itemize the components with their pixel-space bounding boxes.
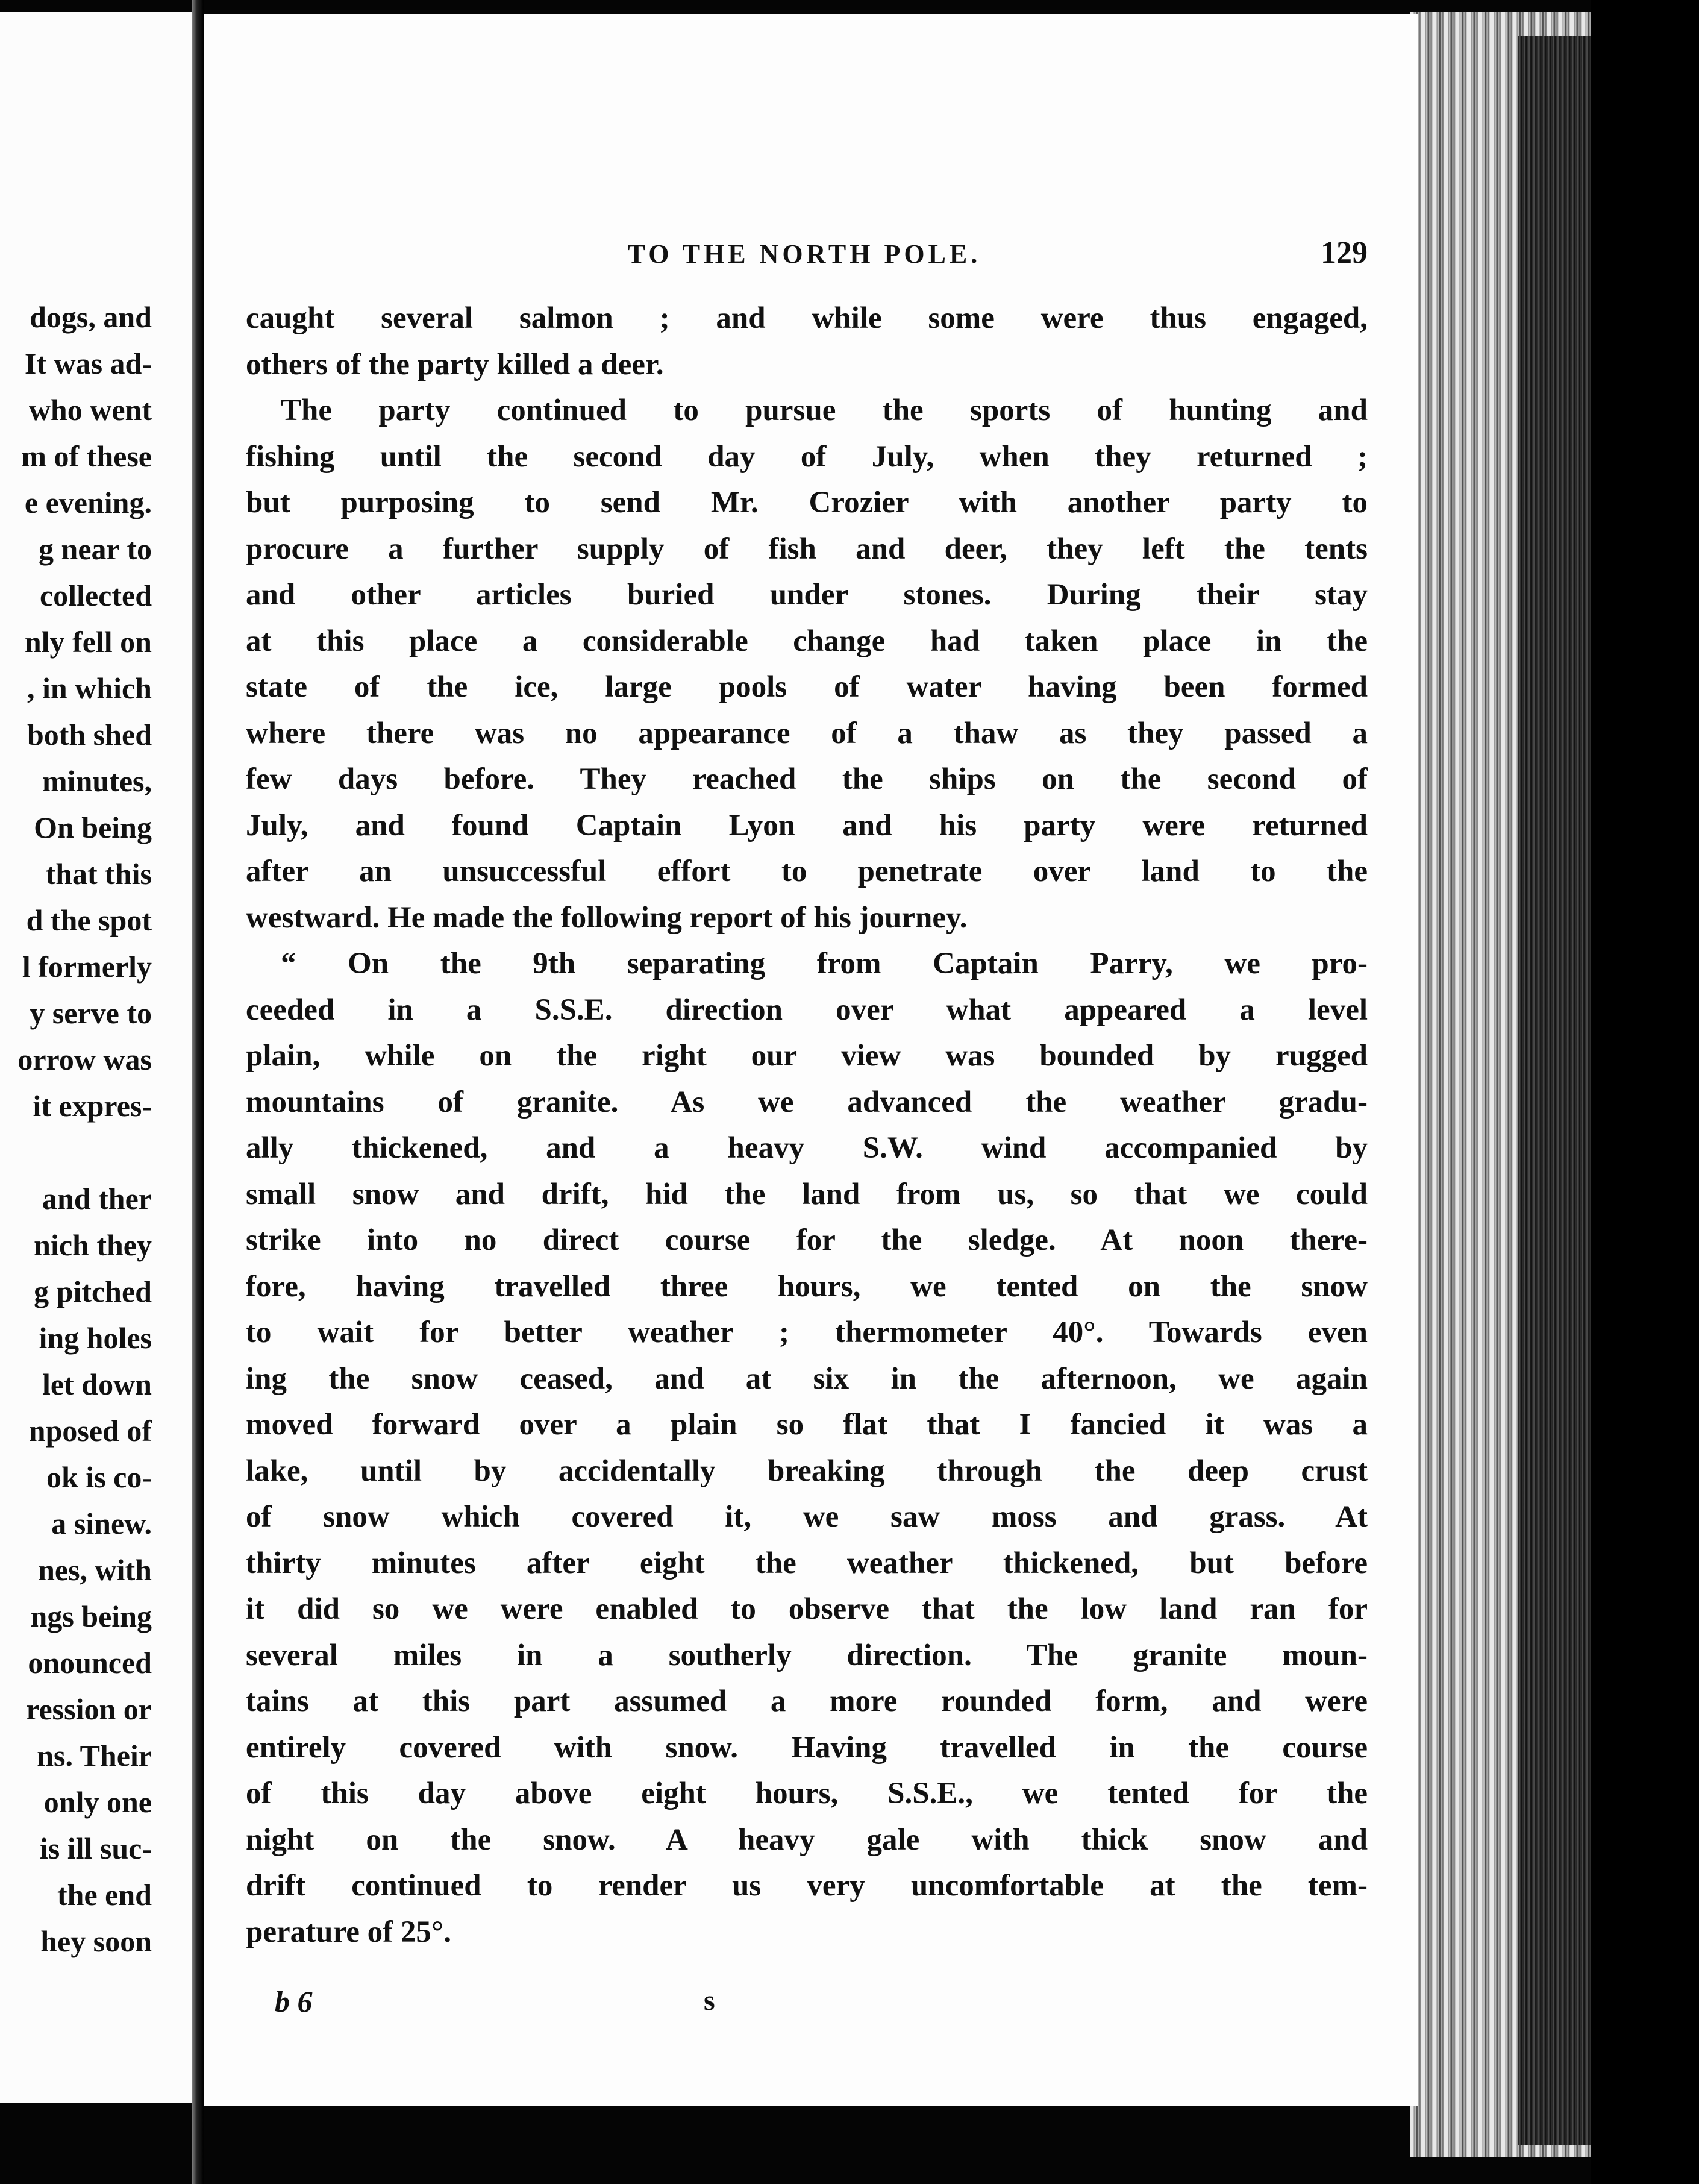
page-number: 129 <box>1321 236 1368 270</box>
text-line: July, and found Captain Lyon and his party were returned <box>246 808 1368 843</box>
left-line: m of these <box>21 439 152 473</box>
left-line: On being <box>34 811 152 844</box>
left-line: it expres- <box>33 1089 152 1123</box>
text-line: tains at this part assumed a more rounded form, and were <box>246 1684 1368 1718</box>
left-line: orrow was <box>17 1043 152 1076</box>
text-line: night on the snow. A heavy gale with thick snow and <box>246 1822 1368 1857</box>
text-line: ceeded in a S.S.E. direction over what appeared a level <box>246 993 1368 1027</box>
left-line: let down <box>42 1367 152 1401</box>
text-line: perature of 25°. <box>246 1915 451 1949</box>
text-line: and other articles buried under stones. During their stay <box>246 578 1368 612</box>
text-line: to wait for better weather ; thermometer 40°. Towards even <box>246 1316 1368 1349</box>
text-line: small snow and drift, hid the land from us, so that we could <box>246 1177 1368 1211</box>
background-edge <box>1591 0 1699 2184</box>
text-line: westward. He made the following report of his journey. <box>246 900 968 935</box>
left-line <box>0 1129 152 1176</box>
left-line: g near to <box>39 532 152 566</box>
left-line: dogs, and <box>30 300 152 334</box>
text-line: where there was no appearance of a thaw as they passed a <box>246 716 1368 750</box>
text-line: few days before. They reached the ships on the second of <box>246 762 1368 796</box>
text-line: fishing until the second day of July, when they returned ; <box>246 439 1368 474</box>
text-line: entirely covered with snow. Having travelled in the course <box>246 1730 1368 1765</box>
text-line: mountains of granite. As we advanced the weather gradu- <box>246 1085 1368 1119</box>
left-line: ok is co- <box>46 1460 152 1494</box>
left-line: ression or <box>26 1692 152 1726</box>
left-line: minutes, <box>42 764 152 798</box>
text-line: caught several salmon ; and while some were thus engaged, <box>246 301 1368 335</box>
left-line: both shed <box>27 718 152 752</box>
left-line: , in which <box>27 671 152 705</box>
left-line: d the spot <box>26 903 152 937</box>
text-line: fore, having travelled three hours, we tented on the snow <box>246 1269 1368 1304</box>
left-line: nich they <box>34 1228 152 1262</box>
text-line: it did so we were enabled to observe that the low land ran for <box>246 1592 1368 1626</box>
text-line: moved forward over a plain so flat that I fancied it was a <box>246 1408 1368 1442</box>
signature-letter: s <box>704 1985 715 2016</box>
text-line: procure a further supply of fish and deer, they left the tents <box>246 532 1368 566</box>
running-head <box>241 231 1368 286</box>
left-line: ngs being <box>30 1599 152 1633</box>
gutter-shadow <box>192 0 204 2184</box>
left-line: ing holes <box>39 1321 152 1355</box>
text-line: at this place a considerable change had taken place in the <box>246 624 1368 658</box>
text-line: others of the party killed a deer. <box>246 347 664 381</box>
left-line: y serve to <box>30 996 152 1030</box>
text-line: ally thickened, and a heavy S.W. wind accompanied by <box>246 1131 1368 1165</box>
left-line: the end <box>57 1878 152 1912</box>
text-line: after an unsuccessful effort to penetrate over land to the <box>246 855 1368 888</box>
text-line: lake, until by accidentally breaking through the deep crust <box>246 1454 1368 1488</box>
left-line: e evening. <box>24 486 152 519</box>
page-edge-shadow <box>1518 36 1603 2145</box>
text-line: of snow which covered it, we saw moss and grass. At <box>246 1500 1368 1534</box>
text-line: drift continued to render us very uncomfortable at the tem- <box>246 1869 1368 1903</box>
left-line: who went <box>28 393 152 427</box>
text-line: thirty minutes after eight the weather thickened, but before <box>246 1546 1368 1580</box>
left-line: a sinew. <box>51 1507 152 1540</box>
left-line: g pitched <box>34 1275 152 1308</box>
text-line: strike into no direct course for the sledge. At noon there- <box>246 1223 1368 1257</box>
text-line: plain, while on the right our view was bounded by rugged <box>246 1039 1368 1073</box>
text-line: “ On the 9th separating from Captain Parry, we pro- <box>281 947 1368 981</box>
text-line: several miles in a southerly direction. The granite moun- <box>246 1638 1368 1672</box>
left-line: onounced <box>28 1646 152 1680</box>
body-text <box>246 295 1368 1955</box>
left-line: hey soon <box>40 1924 152 1958</box>
left-line: collected <box>39 579 152 612</box>
left-line: l formerly <box>22 950 152 984</box>
left-line: nposed of <box>28 1414 152 1448</box>
text-line: The party continued to pursue the sports of hunting and <box>281 394 1368 427</box>
text-line: of this day above eight hours, S.S.E., we tented for the <box>246 1777 1368 1810</box>
left-line: is ill suc- <box>39 1831 152 1865</box>
left-line: and ther <box>42 1182 152 1216</box>
left-line: only one <box>43 1785 152 1819</box>
text-line: ing the snow ceased, and at six in the afternoon, we again <box>246 1361 1368 1396</box>
left-line: ns. Their <box>37 1739 152 1772</box>
text-line: state of the ice, large pools of water having been formed <box>246 670 1368 704</box>
left-line: It was ad- <box>24 347 152 380</box>
right-page <box>204 14 1418 2106</box>
running-title: TO THE NORTH POLE. <box>627 239 981 269</box>
left-line: nes, with <box>38 1553 152 1587</box>
signature-mark: b 6 <box>275 1985 313 2018</box>
left-page-text <box>0 294 152 1965</box>
left-line: nly fell on <box>24 625 152 659</box>
left-page <box>0 12 192 2103</box>
text-line: but purposing to send Mr. Crozier with another party to <box>246 486 1368 519</box>
left-line: that this <box>45 857 152 891</box>
